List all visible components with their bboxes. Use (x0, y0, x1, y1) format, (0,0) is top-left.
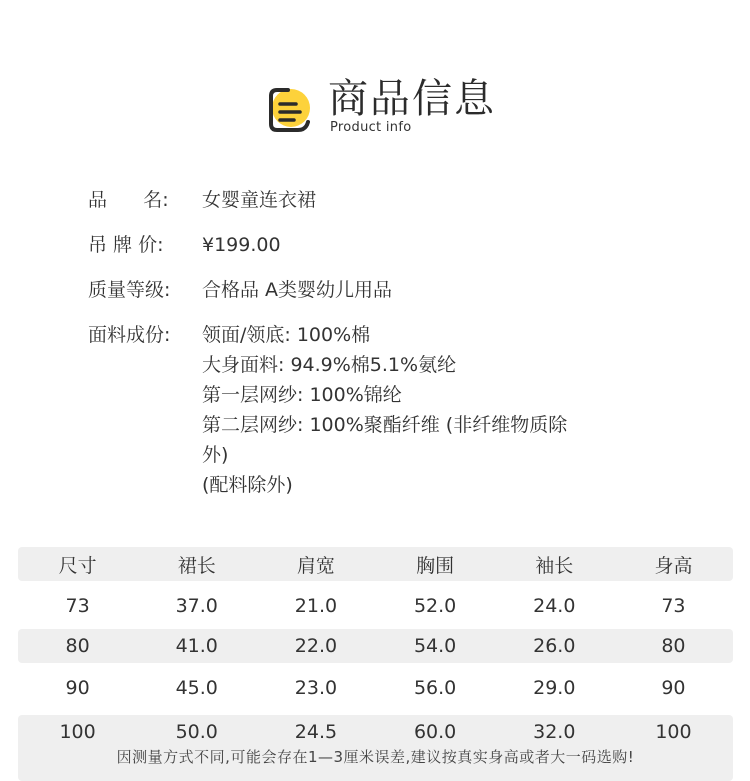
table-cell: 22.0 (294, 635, 338, 657)
section-subtitle: Product info (330, 120, 412, 135)
info-row-material (88, 320, 688, 500)
table-cell: 73 (65, 595, 90, 617)
table-cell: 73 (661, 595, 686, 617)
table-cell: 100 (59, 721, 96, 743)
table-cell: 50.0 (175, 721, 218, 743)
info-label: 品 名: (88, 189, 169, 211)
table-cell: 80 (661, 635, 686, 657)
document-lines-icon (262, 84, 314, 136)
measurement-note: 因测量方式不同,可能会存在1—3厘米误差,建议按真实身高或者大一码选购! (116, 748, 635, 766)
material-line: 第一层网纱: 100%锦纶 (202, 384, 402, 406)
table-cell: 52.0 (413, 595, 457, 617)
material-line: 第二层网纱: 100%聚酯纤维 (非纤维物质除 (202, 414, 568, 436)
table-cell: 23.0 (294, 677, 338, 699)
table-cell: 26.0 (533, 635, 576, 657)
table-cell: 29.0 (533, 677, 576, 699)
table-cell: 90 (661, 677, 686, 699)
table-cell: 37.0 (175, 595, 218, 617)
material-line: 大身面料: 94.9%棉5.1%氨纶 (202, 354, 457, 376)
table-row (18, 629, 733, 663)
table-cell: 100 (655, 721, 692, 743)
info-label: 质量等级: (88, 279, 171, 301)
info-row-grade (88, 275, 688, 305)
table-cell: 41.0 (175, 635, 218, 657)
info-value: 女婴童连衣裙 (202, 189, 317, 211)
material-lines (202, 320, 642, 500)
table-cell: 24.0 (533, 595, 576, 617)
column-header: 尺寸 (58, 554, 97, 577)
table-row (18, 589, 733, 623)
material-line: (配料除外) (202, 474, 293, 496)
column-header: 袖长 (535, 554, 574, 577)
table-cell: 45.0 (175, 677, 218, 699)
section-header (262, 72, 522, 142)
table-cell: 54.0 (413, 635, 457, 657)
info-value: 合格品 A类婴幼儿用品 (202, 279, 393, 301)
product-info (88, 185, 688, 500)
column-header: 肩宽 (296, 554, 335, 577)
table-header-row (18, 547, 733, 581)
section-title: 商品信息 (328, 76, 496, 122)
info-label: 吊 牌 价: (88, 234, 164, 256)
table-cell: 32.0 (533, 721, 576, 743)
table-cell: 56.0 (413, 677, 457, 699)
info-row-price (88, 230, 688, 260)
info-label: 面料成份: (88, 324, 171, 346)
column-header: 裙长 (177, 554, 216, 577)
info-value: ¥199.00 (202, 234, 281, 256)
column-header: 胸围 (416, 554, 455, 577)
table-row (18, 671, 733, 705)
table-cell: 90 (65, 677, 90, 699)
material-line: 领面/领底: 100%棉 (202, 324, 371, 346)
table-cell: 80 (65, 635, 90, 657)
column-header: 身高 (654, 554, 693, 577)
info-row-name (88, 185, 688, 215)
table-cell: 60.0 (413, 721, 457, 743)
table-cell: 21.0 (294, 595, 338, 617)
material-line: 外) (202, 444, 229, 466)
table-cell: 24.5 (294, 721, 338, 743)
table-row (18, 715, 733, 749)
